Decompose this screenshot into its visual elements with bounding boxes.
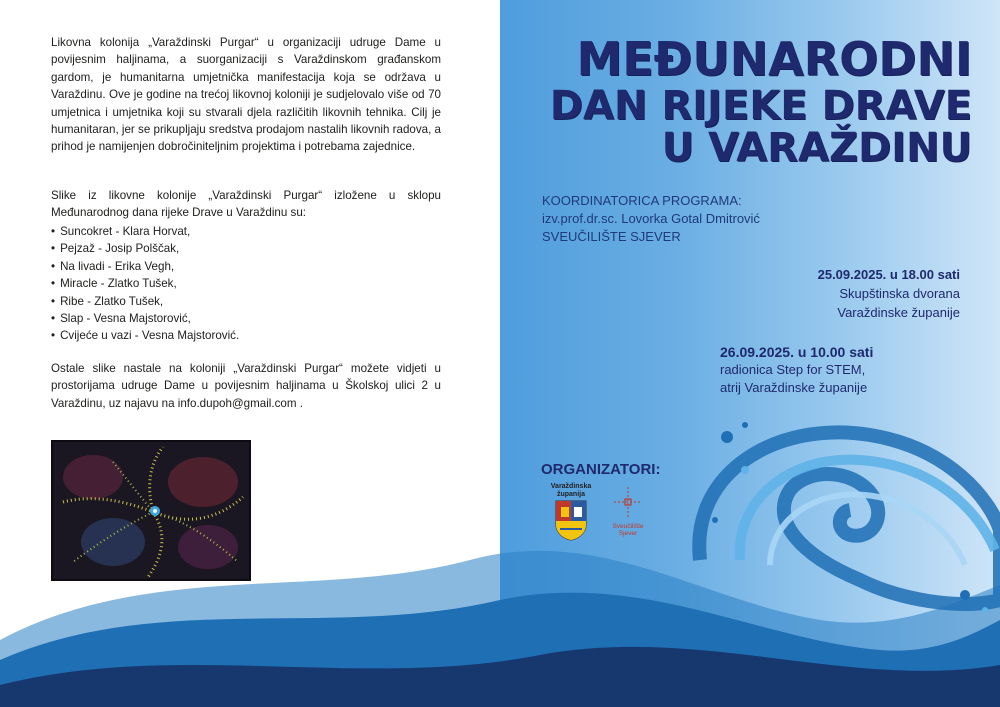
event-date: 25.09.2025. u 18.00 sati [817,267,960,282]
coordinator-institution: SVEUČILIŠTE SJEVER [542,229,681,244]
list-item: • Ribe - Zlatko Tušek, [51,293,239,310]
list-item: • Cvijeće u vazi - Vesna Majstorović. [51,327,239,344]
intro-paragraph: Likovna kolonija „Varaždinski Purgar“ u organizaciji udruge Dame u povijesnim haljinama, a suorganizaciji s Varaždinskom građanskom gardom, je humanitarna umjetnička manifestacija koja se održava u Varaždinu. Ove je godine na trećoj likovnoj koloniji je sudjelovalo više od 70 umjetnica i umjetnika koji su stvarali djela različitih likovnih tehnika. Cilj je humanitaran, jer se prikupljaju sredstva prodajom nastalih likovnih radova, a prihod je namijenjen dobročiniteljnim projektima i potrebama zajednice. [51,36,441,154]
event-place: radionica Step for STEM, [720,362,866,377]
event-place: Varaždinske županije [837,305,960,320]
list-item: • Pejzaž - Josip Polščak, [51,240,239,257]
event-date: 26.09.2025. u 10.00 sati [720,344,874,360]
logo-label-line: Sveučilište [612,523,644,530]
event-place: Skupštinska dvorana [839,286,960,301]
logo-label-line: županija [556,491,585,498]
list-item: • Na livadi - Erika Vegh, [51,258,239,275]
organizers-heading: ORGANIZATORI: [541,461,661,478]
logo-label-line: Varaždinska [550,483,592,490]
coordinator-name: izv.prof.dr.sc. Lovorka Gotal Dmitrović [542,211,760,226]
logo-label [604,523,652,537]
university-north-logo [604,486,652,544]
list-intro: Slike iz likovne kolonije „Varaždinski Purgar“ izložene u sklopu Međunarodnog dana rijeke Drave u Varaždinu su: [51,189,441,220]
logo-label-line: Sjever [618,530,638,537]
title-line: MEĐUNARODNI [576,32,972,86]
event-1 [818,265,960,322]
list-item: • Slap - Vesna Majstorović, [51,310,239,327]
logo-label [545,483,597,499]
title-line: U VARAŽDINU [661,125,972,171]
event-place: atrij Varaždinske županije [720,380,868,395]
outro-paragraph: Ostale slike nastale na koloniji „Varaždinski Purgar“ možete vidjeti u prostorijama udruge Dame u povijesnim haljinama u Školskoj ulici 2 u Varaždinu, uz najavu na info.dupoh@gmail.com . [51,362,441,410]
list-item: • Miracle - Zlatko Tušek, [51,275,239,292]
list-item: • Suncokret - Klara Horvat, [51,223,239,240]
county-shield-icon [554,499,588,541]
event-2 [720,343,873,397]
varazdin-county-logo [545,483,597,545]
title-line: DAN RIJEKE DRAVE [549,83,972,129]
university-north-cross-icon [613,486,643,518]
coordinator-label: KOORDINATORICA PROGRAMA: [542,193,742,208]
